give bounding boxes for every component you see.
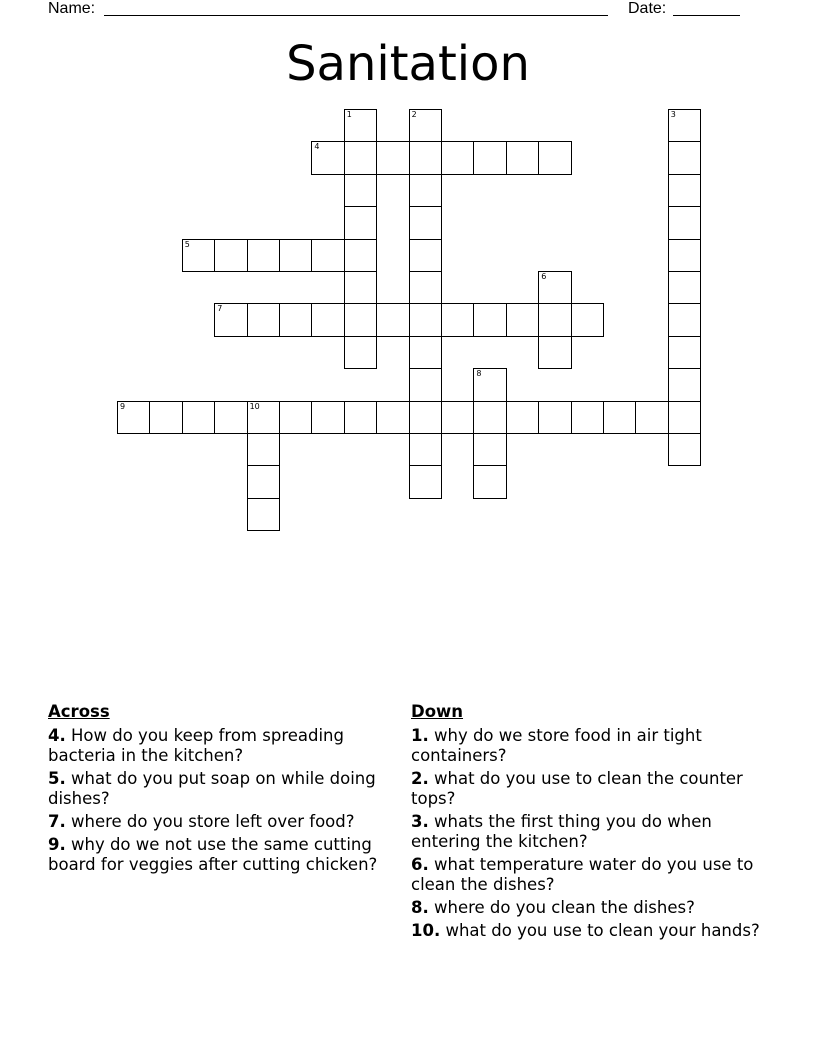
grid-cell[interactable]	[409, 239, 442, 272]
grid-cell[interactable]	[538, 141, 571, 174]
clue-down-8	[411, 898, 761, 918]
grid-cell[interactable]	[409, 465, 442, 498]
grid-cell[interactable]	[506, 141, 539, 174]
date-label: Date:	[628, 0, 667, 17]
name-label: Name:	[48, 0, 96, 17]
grid-cell[interactable]	[473, 303, 506, 336]
grid-cell[interactable]	[247, 239, 280, 272]
grid-cell[interactable]	[311, 239, 344, 272]
grid-cell[interactable]	[668, 401, 701, 434]
grid-cell[interactable]	[409, 109, 442, 142]
down-heading: Down	[411, 702, 464, 721]
cell-number: 3	[670, 110, 676, 119]
grid-cell[interactable]	[635, 401, 668, 434]
clue-text: what temperature water do you use to clean the dishes?	[411, 855, 754, 894]
cell-number: 6	[541, 272, 547, 281]
grid-cell[interactable]	[668, 271, 701, 304]
grid-cell[interactable]	[182, 239, 215, 272]
clue-down-2	[411, 769, 761, 809]
grid-cell[interactable]	[571, 401, 604, 434]
down-clues	[411, 702, 761, 944]
grid-cell[interactable]	[668, 433, 701, 466]
clue-across-4	[48, 726, 398, 766]
clue-number: 9.	[48, 835, 66, 854]
grid-cell[interactable]	[441, 141, 474, 174]
cell-number: 7	[217, 304, 223, 314]
grid-cell[interactable]	[506, 401, 539, 434]
clue-text: where do you clean the dishes?	[434, 898, 695, 917]
clue-text: what do you use to clean the counter tops?	[411, 769, 743, 808]
grid-cell[interactable]	[473, 465, 506, 498]
grid-cell[interactable]	[668, 239, 701, 272]
across-heading: Across	[48, 702, 110, 721]
cell-number: 5	[184, 239, 190, 249]
grid-cell[interactable]	[409, 141, 442, 174]
clue-text: what do you put soap on while doing dishes?	[48, 769, 376, 808]
grid-cell[interactable]	[571, 303, 604, 336]
grid-cell[interactable]	[214, 303, 247, 336]
grid-cell[interactable]	[376, 141, 409, 174]
grid-cell[interactable]	[344, 336, 377, 369]
grid-cell[interactable]	[506, 303, 539, 336]
grid-cell[interactable]	[344, 303, 377, 336]
grid-cell[interactable]	[538, 303, 571, 336]
clue-down-6	[411, 855, 761, 895]
cell-number: 1	[346, 110, 352, 119]
grid-cell[interactable]	[538, 401, 571, 434]
clue-text: what do you use to clean your hands?	[445, 921, 760, 940]
grid-cell[interactable]	[409, 303, 442, 336]
grid-cell[interactable]	[247, 401, 280, 434]
grid-cell[interactable]	[473, 368, 506, 401]
grid-cell[interactable]	[344, 174, 377, 207]
grid-cell[interactable]	[441, 303, 474, 336]
grid-cell[interactable]	[344, 109, 377, 142]
across-clues	[48, 702, 398, 878]
cell-number: 10	[249, 401, 260, 411]
grid-cell[interactable]	[247, 498, 280, 531]
grid-cell[interactable]	[344, 141, 377, 174]
grid-cell[interactable]	[668, 206, 701, 239]
grid-cell[interactable]	[409, 401, 442, 434]
grid-cell[interactable]	[376, 401, 409, 434]
clue-across-5	[48, 769, 398, 809]
grid-cell[interactable]	[409, 206, 442, 239]
cell-number: 8	[476, 369, 482, 379]
clue-down-10	[411, 921, 761, 941]
clue-number: 1.	[411, 726, 429, 745]
clue-text: why do we store food in air tight containers?	[411, 726, 702, 765]
clue-number: 4.	[48, 726, 66, 745]
clue-number: 8.	[411, 898, 429, 917]
clue-down-3	[411, 812, 761, 852]
grid-cell[interactable]	[344, 401, 377, 434]
grid-cell[interactable]	[409, 271, 442, 304]
grid-cell[interactable]	[473, 433, 506, 466]
grid-cell[interactable]	[247, 303, 280, 336]
grid-cell[interactable]	[473, 141, 506, 174]
grid-cell[interactable]	[214, 239, 247, 272]
grid-cell[interactable]	[344, 239, 377, 272]
grid-cell[interactable]	[344, 206, 377, 239]
grid-cell[interactable]	[279, 401, 312, 434]
clue-number: 7.	[48, 812, 66, 831]
clue-down-1	[411, 726, 761, 766]
grid-cell[interactable]	[279, 239, 312, 272]
grid-cell[interactable]	[473, 401, 506, 434]
grid-cell[interactable]	[668, 368, 701, 401]
grid-cell[interactable]	[117, 401, 150, 434]
grid-cell[interactable]	[247, 465, 280, 498]
grid-cell[interactable]	[409, 368, 442, 401]
clue-number: 5.	[48, 769, 66, 788]
grid-cell[interactable]	[247, 433, 280, 466]
grid-cell[interactable]	[409, 174, 442, 207]
clue-across-9	[48, 835, 398, 875]
grid-cell[interactable]	[409, 336, 442, 369]
clue-across-7	[48, 812, 398, 832]
grid-cell[interactable]	[279, 303, 312, 336]
clue-number: 6.	[411, 855, 429, 874]
clue-text: How do you keep from spreading bacteria in the kitchen?	[48, 726, 344, 765]
grid-cell[interactable]	[538, 336, 571, 369]
grid-cell[interactable]	[668, 336, 701, 369]
grid-cell[interactable]	[668, 109, 701, 142]
grid-cell[interactable]	[668, 174, 701, 207]
grid-cell[interactable]	[214, 401, 247, 434]
clue-number: 10.	[411, 921, 441, 940]
grid-cell[interactable]	[441, 401, 474, 434]
clue-text: why do we not use the same cutting board for veggies after cutting chicken?	[48, 835, 378, 874]
clue-text: where do you store left over food?	[71, 812, 355, 831]
grid-cell[interactable]	[409, 433, 442, 466]
grid-cell[interactable]	[376, 303, 409, 336]
grid-cell[interactable]	[668, 141, 701, 174]
grid-cell[interactable]	[149, 401, 182, 434]
grid-cell[interactable]	[311, 141, 344, 174]
clue-number: 3.	[411, 812, 429, 831]
clue-number: 2.	[411, 769, 429, 788]
cell-number: 2	[411, 110, 417, 119]
clue-text: whats the first thing you do when entering the kitchen?	[411, 812, 712, 851]
grid-cell[interactable]	[668, 303, 701, 336]
grid-cell[interactable]	[344, 271, 377, 304]
cell-number: 9	[120, 401, 126, 411]
grid-cell[interactable]	[311, 303, 344, 336]
grid-cell[interactable]	[311, 401, 344, 434]
grid-cell[interactable]	[182, 401, 215, 434]
grid-cell[interactable]	[603, 401, 636, 434]
cell-number: 4	[314, 142, 320, 152]
grid-cell[interactable]	[538, 271, 571, 304]
page-title: Sanitation	[286, 36, 530, 92]
